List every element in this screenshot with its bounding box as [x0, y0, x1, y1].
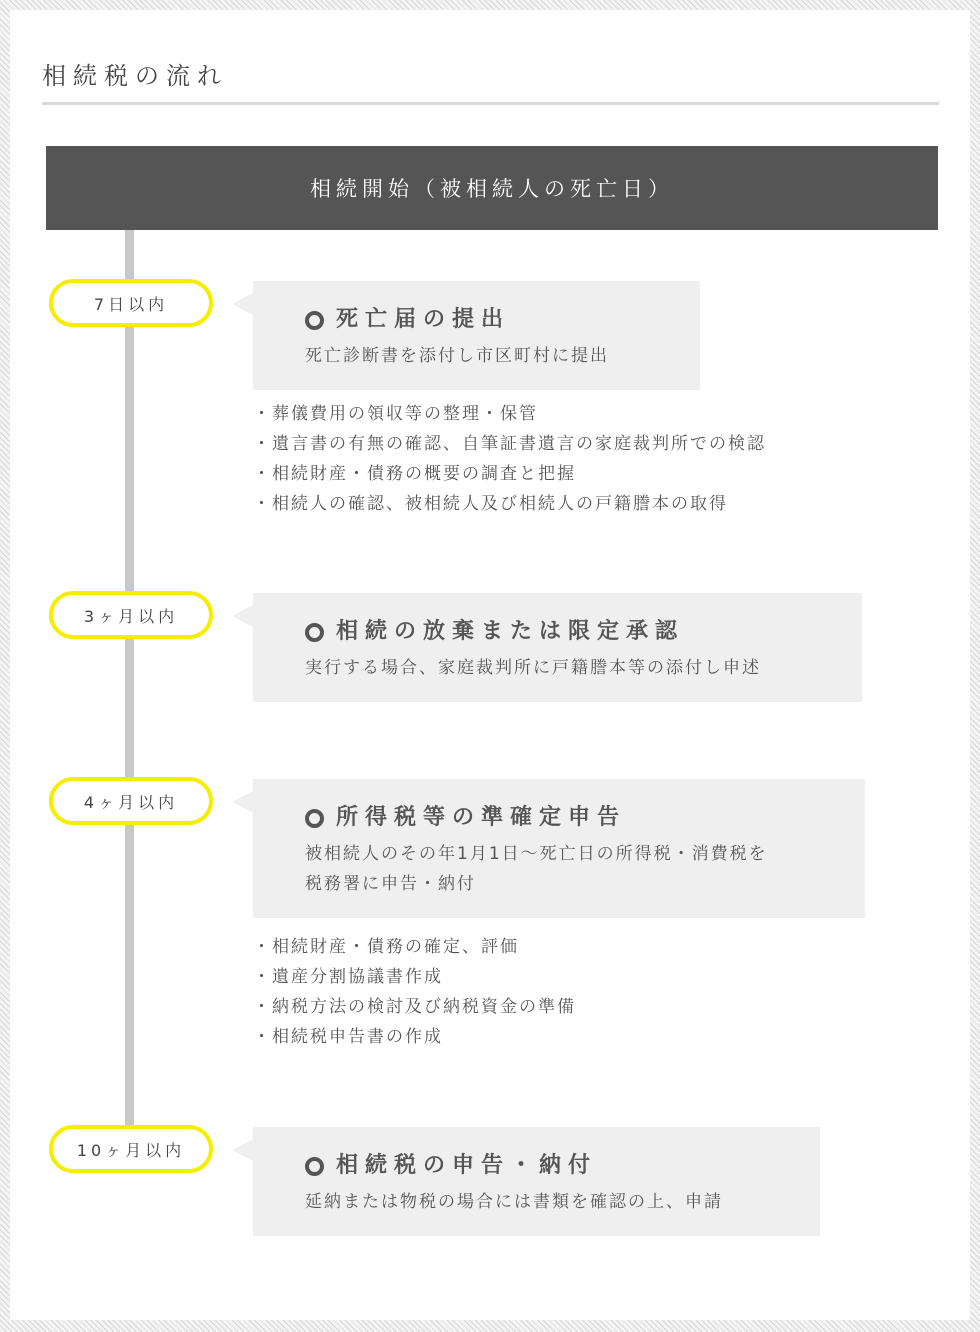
step-title — [305, 1151, 597, 1181]
note-item: ・相続税申告書の作成 — [253, 1027, 443, 1047]
timeline-line — [125, 230, 134, 1150]
note-item: ・相続財産・債務の確定、評価 — [253, 937, 519, 957]
start-banner: 相続開始（被相続人の死亡日） — [46, 146, 938, 230]
content-card — [10, 10, 970, 1320]
note-item: ・遺産分割協議書作成 — [253, 967, 443, 987]
step-title-text: 相続税の申告・納付 — [336, 1153, 598, 1178]
step-description: 被相続人のその年1月1日～死亡日の所得税・消費税を 税務署に申告・納付 — [305, 844, 768, 894]
step-notes-list — [253, 399, 766, 519]
ring-bullet-icon — [305, 1157, 324, 1176]
note-item: ・納税方法の検討及び納税資金の準備 — [253, 997, 576, 1017]
step-box-income-tax — [253, 779, 865, 918]
step-description: 延納または物税の場合には書類を確認の上、申請 — [305, 1192, 723, 1212]
note-item: ・相続財産・債務の概要の調査と把握 — [253, 464, 576, 484]
ring-bullet-icon — [305, 311, 324, 330]
step-title-text: 相続の放棄または限定承認 — [336, 619, 685, 644]
step-title — [305, 803, 626, 833]
step-title — [305, 617, 684, 647]
deadline-badge-7days: 7日以内 — [49, 279, 213, 327]
step-notes-list — [253, 932, 576, 1052]
note-item: ・相続人の確認、被相続人及び相続人の戸籍謄本の取得 — [253, 494, 728, 514]
step-title-text: 死亡届の提出 — [336, 307, 511, 332]
title-divider — [42, 102, 939, 105]
step-box-inheritance-tax — [253, 1127, 820, 1236]
deadline-badge-10months: 10ヶ月以内 — [49, 1125, 213, 1173]
note-item: ・遺言書の有無の確認、自筆証書遺言の家庭裁判所での検認 — [253, 434, 766, 454]
step-box-renunciation — [253, 593, 862, 702]
step-title-text: 所得税等の準確定申告 — [336, 805, 627, 830]
step-title — [305, 305, 510, 335]
note-item: ・葬儀費用の領収等の整理・保管 — [253, 404, 538, 424]
step-description: 実行する場合、家庭裁判所に戸籍謄本等の添付し申述 — [305, 658, 761, 678]
ring-bullet-icon — [305, 809, 324, 828]
page-title: 相続税の流れ — [42, 62, 228, 90]
step-description: 死亡診断書を添付し市区町村に提出 — [305, 346, 609, 366]
step-box-death-notice — [253, 281, 700, 390]
ring-bullet-icon — [305, 623, 324, 642]
deadline-badge-3months: 3ヶ月以内 — [49, 591, 213, 639]
deadline-badge-4months: 4ヶ月以内 — [49, 777, 213, 825]
